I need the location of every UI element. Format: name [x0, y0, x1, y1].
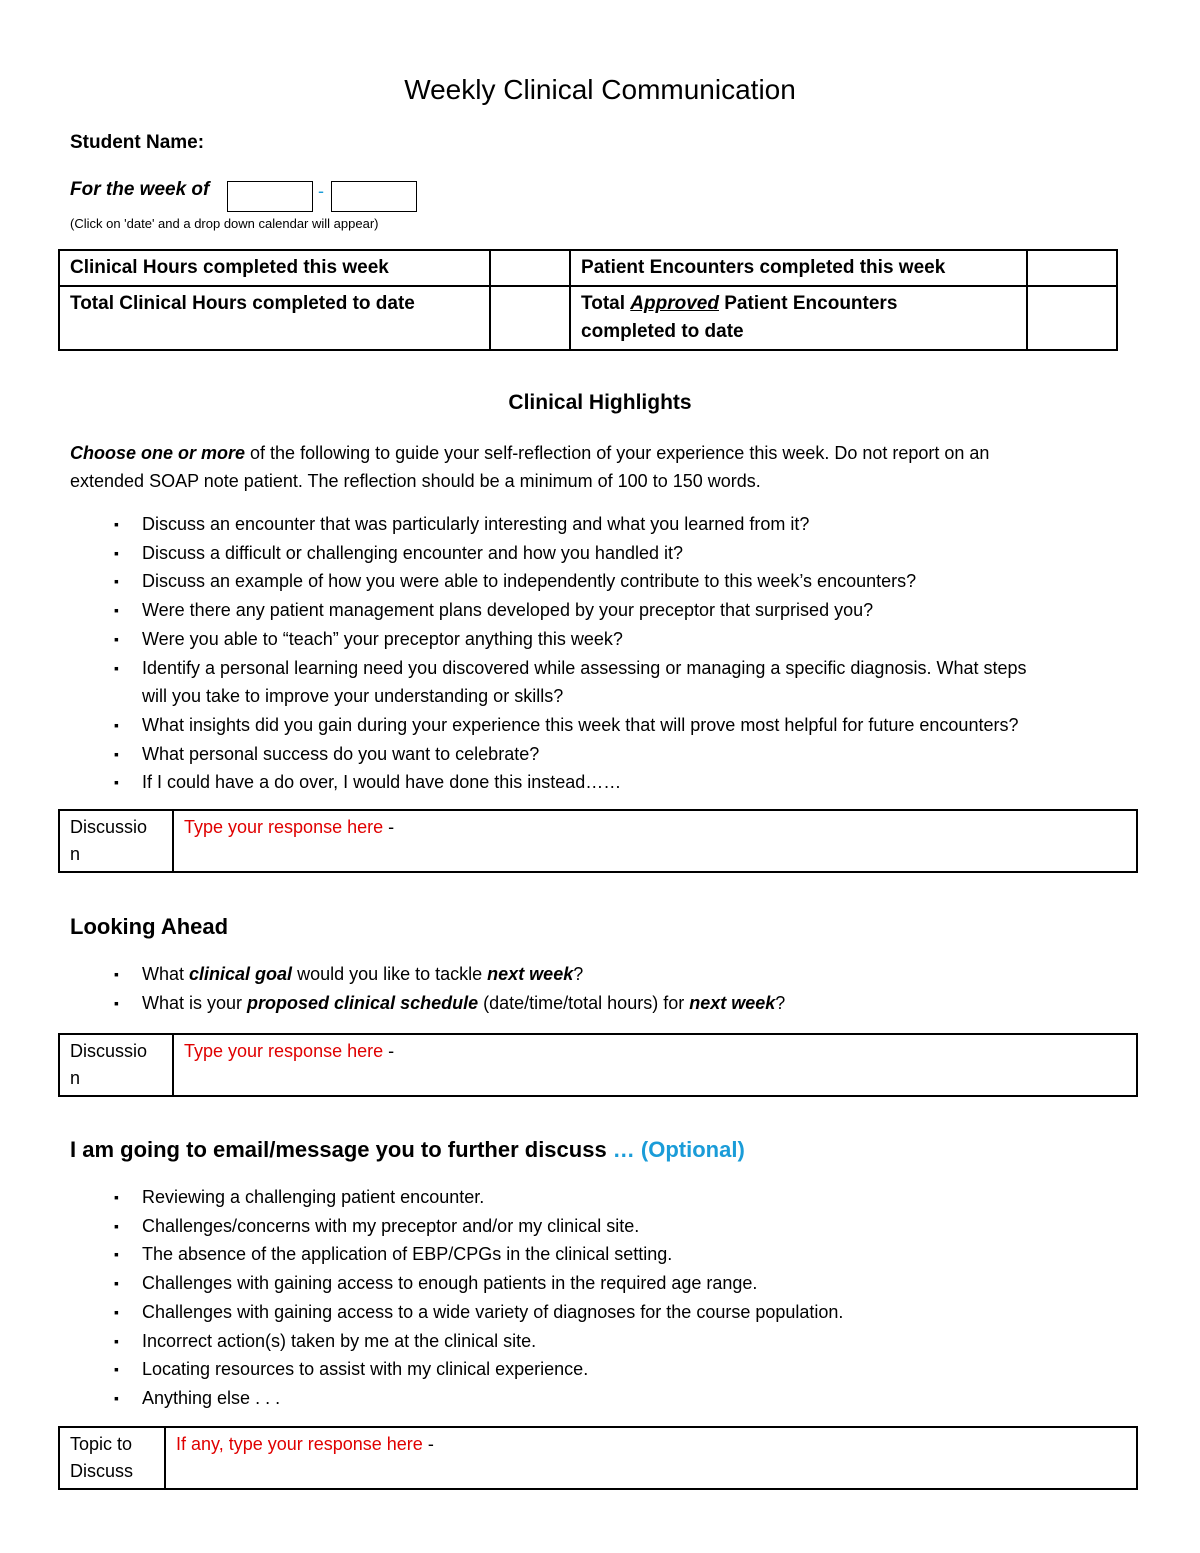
highlights-bullet-list [70, 510, 1130, 797]
intro-text-line2: extended SOAP note patient. The reflection should be a minimum of 100 to 150 words. [70, 471, 761, 491]
bullet-icon: ▪ [114, 573, 119, 590]
total-approved-encounters-field[interactable] [1027, 286, 1117, 350]
clinical-hours-week-label: Clinical Hours completed this week [59, 250, 490, 286]
optional-tag: … (Optional) [606, 1137, 745, 1162]
list-item: ▪ Discuss an example of how you were able to independently contribute to this week’s encounters? [70, 567, 1130, 596]
bullet-icon: ▪ [114, 966, 119, 982]
looking-ahead-response-field[interactable] [173, 1034, 1137, 1096]
bullet-icon: ▪ [114, 1361, 119, 1378]
bullet-icon: ▪ [114, 774, 119, 791]
list-item: ▪ Challenges with gaining access to enough patients in the required age range. [70, 1269, 1130, 1298]
list-item: ▪ What insights did you gain during your experience this week that will prove most helpful for future encounters? [70, 711, 1130, 740]
bullet-icon: ▪ [114, 1189, 119, 1205]
looking-ahead-response-table [58, 1033, 1138, 1097]
bullet-icon: ▪ [114, 1275, 119, 1292]
date-separator: - [318, 181, 324, 201]
patient-encounters-week-label: Patient Encounters completed this week [570, 250, 1027, 286]
bullet-icon: ▪ [114, 716, 119, 733]
response-dash: - [383, 1041, 395, 1061]
list-item: ▪ Locating resources to assist with my clinical experience. [70, 1355, 1130, 1384]
email-topics-bullet-list [70, 1183, 1130, 1413]
response-placeholder: Type your response here [184, 817, 384, 837]
bullet-icon: ▪ [114, 745, 119, 762]
date-hint: (Click on 'date' and a drop down calendar will appear) [70, 216, 379, 231]
bullet-icon: ▪ [114, 659, 119, 676]
bullet-icon: ▪ [114, 994, 119, 1011]
list-item: ▪ Discuss a difficult or challenging encounter and how you handled it? [70, 539, 1130, 568]
list-item: ▪ Discuss an encounter that was particularly interesting and what you learned from it? [70, 510, 1130, 539]
list-item: ▪ What clinical goal would you like to tackle next week? [70, 960, 1130, 989]
bullet-icon: ▪ [114, 1332, 119, 1349]
looking-ahead-heading: Looking Ahead [70, 914, 229, 939]
clinical-hours-week-field[interactable] [490, 250, 570, 286]
list-item: ▪ Challenges with gaining access to a wide variety of diagnoses for the course population. [70, 1298, 1130, 1327]
topic-to-discuss-label: Topic to Discuss [59, 1427, 165, 1489]
bullet-icon: ▪ [114, 1217, 119, 1234]
encounters-suffix: Patient Encounters [718, 293, 898, 314]
list-item: ▪ Identify a personal learning need you discovered while assessing or managing a specific diagnosis. What steps will you take to improve your understanding or skills? [70, 654, 1130, 711]
discussion-label: Discussio n [59, 810, 173, 872]
email-section-heading: I am going to email/message you to further discuss … (Optional) [70, 1137, 745, 1162]
total-approved-encounters-label [570, 286, 1027, 350]
response-dash: - [422, 1434, 434, 1454]
highlights-response-field[interactable] [173, 810, 1137, 872]
discussion-label: Discussio n [59, 1034, 173, 1096]
total-prefix: Total [581, 293, 631, 314]
bullet-icon: ▪ [114, 1303, 119, 1320]
completed-to-date-text: completed to date [581, 321, 744, 342]
list-item: ▪ Anything else . . . [70, 1384, 1130, 1413]
list-item: ▪ Reviewing a challenging patient encounter. [70, 1183, 1130, 1212]
bullet-icon: ▪ [114, 602, 119, 619]
week-of-label: For the week of [70, 179, 210, 200]
clinical-highlights-heading: Clinical Highlights [508, 391, 692, 414]
response-placeholder: Type your response here [184, 1041, 384, 1061]
approved-emphasis: Approved [630, 293, 719, 314]
list-item: ▪ Incorrect action(s) taken by me at the clinical site. [70, 1327, 1130, 1356]
bullet-icon: ▪ [114, 544, 119, 561]
list-item: ▪ What is your proposed clinical schedule (date/time/total hours) for next week? [70, 989, 1130, 1018]
highlights-response-table [58, 809, 1138, 873]
bullet-icon: ▪ [114, 630, 119, 647]
week-end-date-field[interactable] [331, 181, 417, 212]
response-dash: - [383, 817, 395, 837]
bullet-icon: ▪ [114, 516, 119, 532]
list-item: ▪ Were there any patient management plans developed by your preceptor that surprised you? [70, 596, 1130, 625]
email-response-table [58, 1426, 1138, 1490]
student-name-label: Student Name: [70, 132, 205, 153]
bullet-icon: ▪ [114, 1246, 119, 1263]
list-item: ▪ The absence of the application of EBP/CPGs in the clinical setting. [70, 1240, 1130, 1269]
bullet-icon: ▪ [114, 1389, 119, 1406]
highlights-intro [70, 439, 1130, 495]
total-clinical-hours-label: Total Clinical Hours completed to date [59, 286, 490, 350]
intro-emphasis: Choose one or more [70, 443, 246, 463]
list-item: ▪ If I could have a do over, I would have done this instead…… [70, 768, 1130, 797]
patient-encounters-week-field[interactable] [1027, 250, 1117, 286]
total-clinical-hours-field[interactable] [490, 286, 570, 350]
intro-text-line1: of the following to guide your self-reflection of your experience this week. Do not report on an [245, 443, 990, 463]
looking-ahead-bullet-list [70, 960, 1130, 1017]
list-item: ▪ What personal success do you want to celebrate? [70, 740, 1130, 769]
list-item: ▪ Were you able to “teach” your preceptor anything this week? [70, 625, 1130, 654]
response-placeholder: If any, type your response here [176, 1434, 423, 1454]
document-title: Weekly Clinical Communication [404, 74, 796, 105]
hours-table [58, 249, 1118, 351]
email-response-field[interactable] [165, 1427, 1137, 1489]
week-start-date-field[interactable] [227, 181, 313, 212]
list-item: ▪ Challenges/concerns with my preceptor and/or my clinical site. [70, 1212, 1130, 1241]
